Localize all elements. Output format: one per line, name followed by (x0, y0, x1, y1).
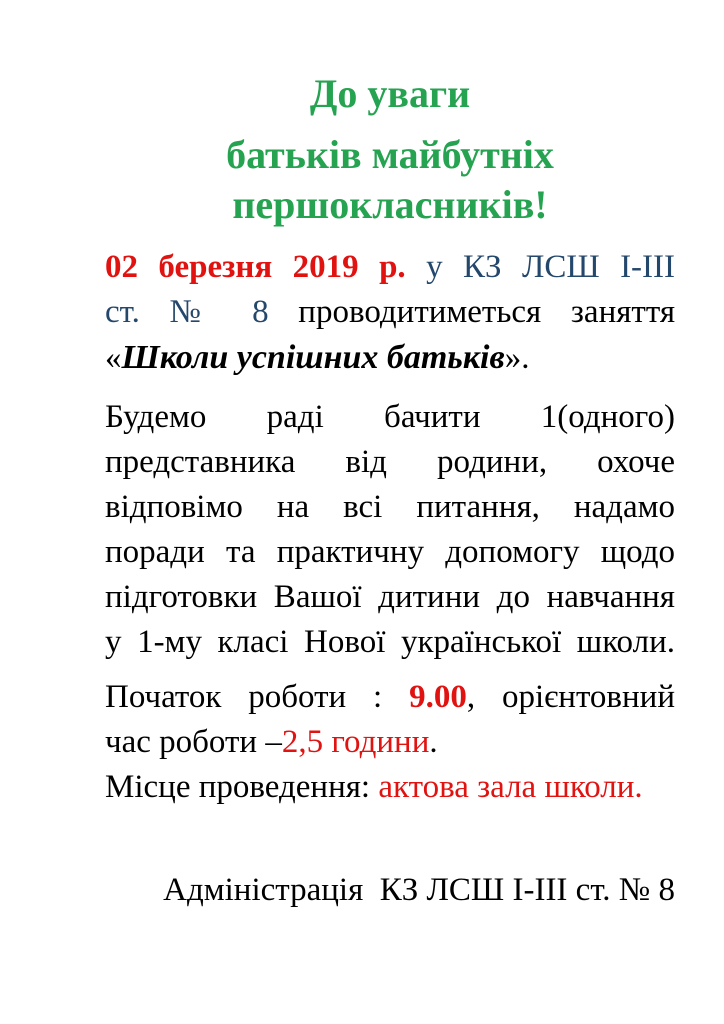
program-name: Школи успішних батьків (121, 339, 505, 376)
start-time: 9.00 (409, 679, 467, 715)
start-label: Початок роботи : (105, 679, 383, 715)
duration-label: час роботи – (105, 724, 282, 760)
intro-paragraph (105, 245, 675, 381)
body-line: Будемо раді бачити 1(одного) (105, 399, 675, 435)
body-line: відповімо на всі питання, надамо (105, 489, 675, 525)
body-line: поради та практичну допомогу щодо (105, 534, 675, 570)
intro-line-1 (105, 245, 675, 290)
venue-label: Місце проведення: (105, 769, 371, 805)
after-time-text: , орієнтовний (466, 679, 675, 715)
duration-period: . (429, 724, 438, 760)
venue-paragraph (105, 765, 675, 810)
page-title-line-1: До уваги (309, 71, 471, 116)
page-title-line-2: батьків майбутніх (226, 132, 554, 177)
schedule-line-2 (105, 720, 675, 765)
quote-open: « (105, 340, 122, 376)
schedule-paragraph (105, 675, 675, 765)
body-line: підготовки Вашої дитини до навчання (105, 579, 675, 615)
intro-line-2 (105, 290, 675, 335)
page-title-line-3: першокласників! (232, 182, 548, 227)
body-line: у 1-му класі Нової української школи. (105, 624, 675, 660)
schedule-line-1 (105, 675, 675, 720)
signature-line: Адміністрація КЗ ЛСШ І-ІІІ ст. № 8 (163, 872, 675, 908)
school-name-part-2: ст. № 8 (105, 294, 269, 330)
venue-line (105, 765, 675, 810)
school-name-part-1: у КЗ ЛСШ І-ІІІ (426, 249, 676, 285)
quote-close: ». (504, 340, 530, 376)
body-line: представника від родини, охоче (105, 444, 675, 480)
intro-line-3 (105, 335, 675, 381)
event-date: 02 березня 2019 р. (105, 249, 406, 285)
duration-value: 2,5 години (281, 724, 430, 760)
venue-value: актова зала школи. (378, 769, 643, 805)
event-description: проводитиметься заняття (298, 294, 676, 330)
body-paragraph (105, 395, 675, 665)
